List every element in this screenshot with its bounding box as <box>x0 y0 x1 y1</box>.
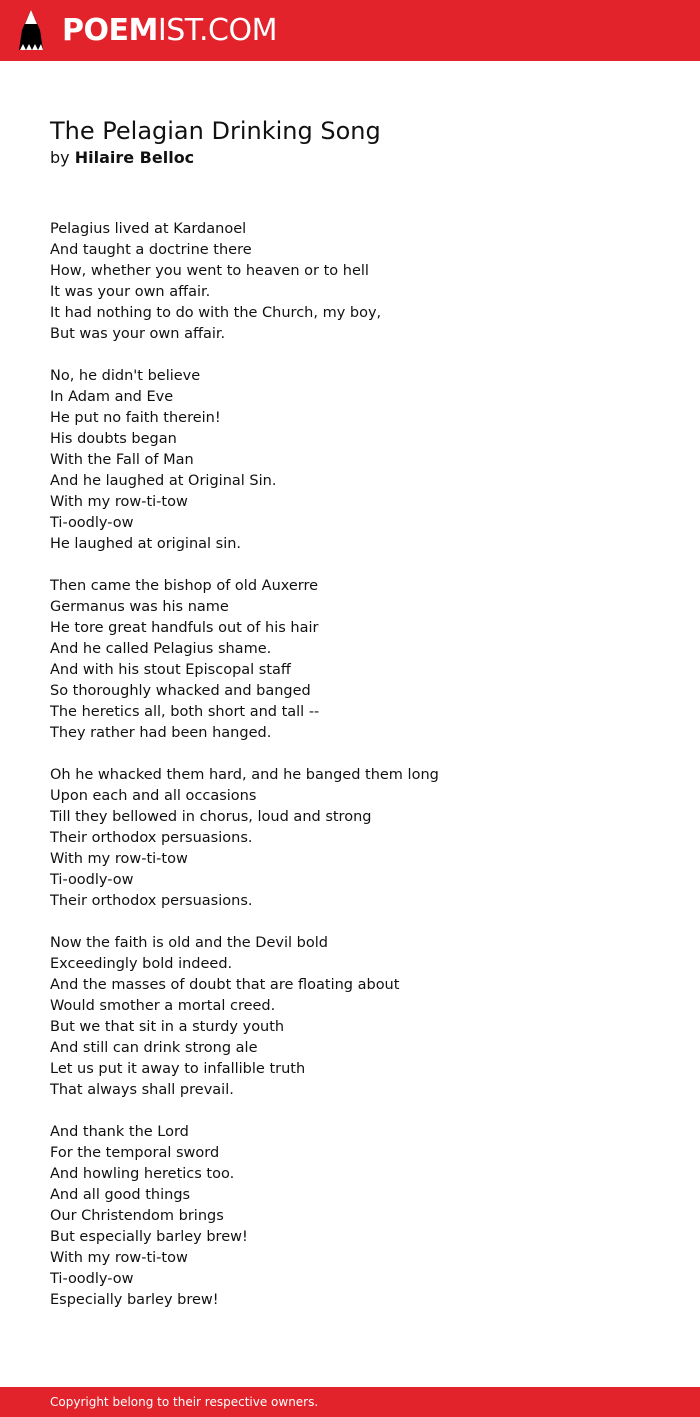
poem-byline <box>50 147 194 169</box>
poem-line: Our Christendom brings <box>50 1208 224 1224</box>
poem-stanza <box>50 576 670 744</box>
poem-line: He tore great handfuls out of his hair <box>50 620 319 636</box>
poem-line: Ti-oodly-ow <box>50 872 134 888</box>
poem-line: Till they bellowed in chorus, loud and strong <box>50 809 372 825</box>
poem-line: But was your own affair. <box>50 326 226 342</box>
poem-line: And he laughed at Original Sin. <box>50 473 277 489</box>
poem-line: The heretics all, both short and tall -- <box>50 704 320 720</box>
poem-line: Upon each and all occasions <box>50 788 257 804</box>
brand-bold-text: POEM <box>62 13 158 48</box>
poem-line: In Adam and Eve <box>50 389 174 405</box>
poem-line: With my row-ti-tow <box>50 851 188 867</box>
poem-line: Oh he whacked them hard, and he banged them long <box>50 767 439 783</box>
poem-body <box>50 219 670 1332</box>
poem-line: But especially barley brew! <box>50 1229 248 1245</box>
poem-line: Pelagius lived at Kardanoel <box>50 221 247 237</box>
poem-line: How, whether you went to heaven or to hell <box>50 263 369 279</box>
poem-stanza <box>50 933 670 1101</box>
poem-line: And he called Pelagius shame. <box>50 641 272 657</box>
poem-line: And thank the Lord <box>50 1124 189 1140</box>
poem-line: Ti-oodly-ow <box>50 515 134 531</box>
poem-line: That always shall prevail. <box>50 1082 234 1098</box>
poem-stanza <box>50 765 670 912</box>
poem-line: And with his stout Episcopal staff <box>50 662 291 678</box>
site-header <box>0 0 700 61</box>
poem-line: With my row-ti-tow <box>50 1250 188 1266</box>
poem-line: He laughed at original sin. <box>50 536 242 552</box>
poem-line: Then came the bishop of old Auxerre <box>50 578 319 594</box>
poem-line: And still can drink strong ale <box>50 1040 258 1056</box>
poem-stanza <box>50 219 670 345</box>
poem-line: Especially barley brew! <box>50 1292 219 1308</box>
site-logo-text[interactable] <box>62 11 277 51</box>
poem-line: Now the faith is old and the Devil bold <box>50 935 328 951</box>
poem-line: And all good things <box>50 1187 191 1203</box>
pen-nib-icon[interactable] <box>18 10 44 52</box>
poem-line: Would smother a mortal creed. <box>50 998 276 1014</box>
by-label: by <box>50 148 70 167</box>
poem-line: He put no faith therein! <box>50 410 221 426</box>
poem-line: It had nothing to do with the Church, my boy, <box>50 305 382 321</box>
poem-line: No, he didn't believe <box>50 368 201 384</box>
poem-stanza <box>50 1122 670 1311</box>
poem-line: And taught a doctrine there <box>50 242 252 258</box>
poem-line: For the temporal sword <box>50 1145 220 1161</box>
poem-author: Hilaire Belloc <box>74 148 195 167</box>
poem-line: Exceedingly bold indeed. <box>50 956 233 972</box>
poem-line: And the masses of doubt that are floating about <box>50 977 400 993</box>
poem-line: So thoroughly whacked and banged <box>50 683 311 699</box>
poem-line: Their orthodox persuasions. <box>50 893 253 909</box>
copyright-text: Copyright belong to their respective owners. <box>50 1395 319 1409</box>
poem-line: With my row-ti-tow <box>50 494 188 510</box>
poem-line: Germanus was his name <box>50 599 229 615</box>
poem-line: Their orthodox persuasions. <box>50 830 253 846</box>
poem-line: Ti-oodly-ow <box>50 1271 134 1287</box>
poem-title: The Pelagian Drinking Song <box>50 117 381 145</box>
poem-line: And howling heretics too. <box>50 1166 235 1182</box>
site-footer <box>0 1387 700 1417</box>
brand-light-text: IST.COM <box>157 13 277 48</box>
poem-line: They rather had been hanged. <box>50 725 272 741</box>
poem-line: Let us put it away to infallible truth <box>50 1061 306 1077</box>
poem-line: It was your own affair. <box>50 284 211 300</box>
poem-stanza <box>50 366 670 555</box>
poem-line: With the Fall of Man <box>50 452 194 468</box>
poem-line: But we that sit in a sturdy youth <box>50 1019 285 1035</box>
poem-line: His doubts began <box>50 431 177 447</box>
